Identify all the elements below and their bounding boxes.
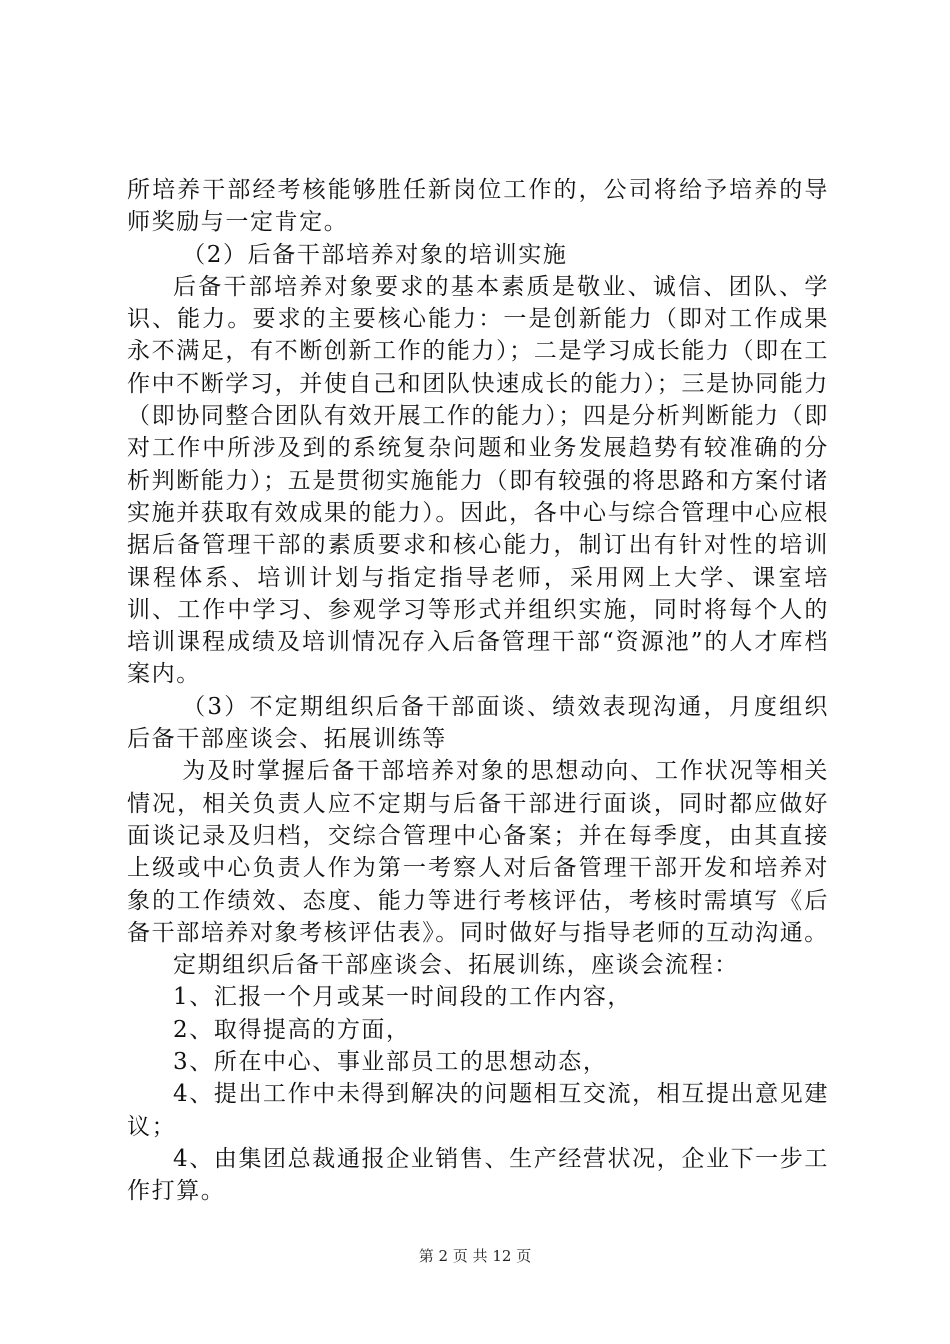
- paragraph-p3: 后备干部培养对象要求的基本素质是敬业、诚信、团队、学识、能力。要求的主要核心能力：一是创新能力（即对工作成果永不满足，有不断创新工作的能力）；二是学习成长能力（即在工作中不断学习，并使自己和团队快速成长的能力）；三是协同能力（即协同整合团队有效开展工作的能力）；四是分析判断能力（即对工作中所涉及到的系统复杂问题和业务发展趋势有较准确的分析判断能力）；五是贯彻实施能力（即有较强的将思路和方案付诸实施并获取有效成果的能力）。因此，各中心与综合管理中心应根据后备管理干部的素质要求和核心能力，制订出有针对性的培训课程体系、培训计划与指定指导老师，采用网上大学、课室培训、工作中学习、参观学习等形式并组织实施，同时将每个人的培训课程成绩及培训情况存入后备管理干部“资源池”的人才库档案内。: [127, 273, 829, 688]
- paragraph-p6: 定期组织后备干部座谈会、拓展训练，座谈会流程：: [173, 952, 739, 979]
- list-item-2: 2、取得提高的方面，: [173, 1016, 411, 1043]
- document-body: [127, 174, 829, 1208]
- list-item-5: 4、由集团总裁通报企业销售、生产经营状况，企业下一步工作打算。: [127, 1145, 829, 1205]
- page-number-footer: 第 2 页 共 12 页: [418, 1247, 532, 1265]
- list-item-1: 1、汇报一个月或某一时间段的工作内容，: [173, 984, 633, 1011]
- paragraph-p1: 所培养干部经考核能够胜任新岗位工作的，公司将给予培养的导师奖励与一定肯定。: [127, 177, 829, 236]
- list-item-3: 3、所在中心、事业部员工的思想动态，: [173, 1049, 608, 1076]
- paragraph-heading-3: （3）不定期组织后备干部面谈、绩效表现沟通，月度组织后备干部座谈会、拓展训练等: [127, 693, 829, 753]
- list-item-4: 4、提出工作中未得到解决的问题相互交流，相互提出意见建议；: [127, 1081, 829, 1140]
- paragraph-heading-2: （2）后备干部培养对象的培训实施: [182, 241, 568, 268]
- paragraph-p5: 为及时掌握后备干部培养对象的思想动向、工作状况等相关情况，相关负责人应不定期与后备干部进行面谈，同时都应做好面谈记录及归档，交综合管理中心备案；并在每季度，由其直接上级或中心负责人作为第一考察人对后备管理干部开发和培养对象的工作绩效、态度、能力等进行考核评估，考核时需填写《后备干部培养对象考核评估表》。同时做好与指导老师的互动沟通。: [127, 758, 829, 946]
